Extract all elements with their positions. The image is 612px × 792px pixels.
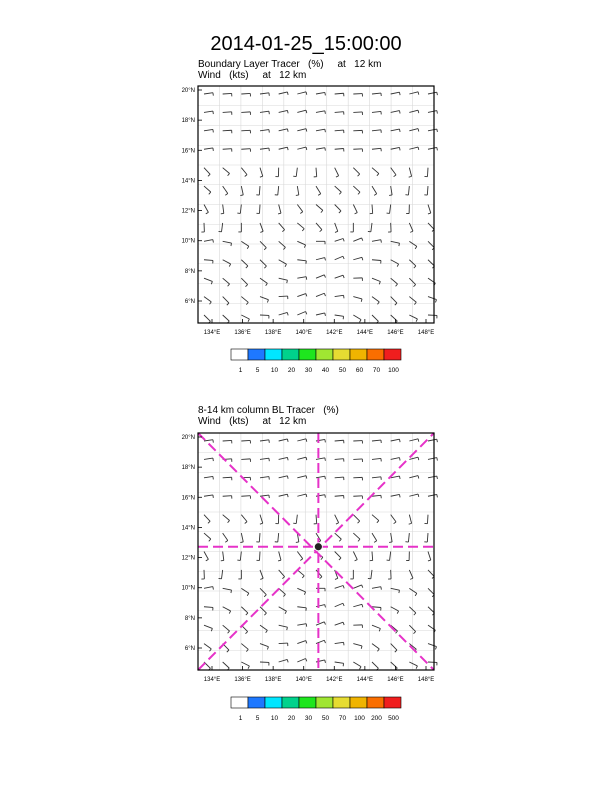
colorbar-label: 100	[388, 367, 399, 374]
y-tick-label: 6°N	[184, 299, 195, 305]
wind-barb	[409, 515, 412, 524]
wind-barb	[353, 533, 360, 541]
wind-barb	[409, 439, 418, 442]
wind-barb	[241, 588, 249, 595]
wind-barb	[428, 644, 436, 650]
wind-barb	[335, 642, 344, 645]
y-tick-label: 20°N	[181, 435, 195, 441]
wind-barb	[335, 622, 344, 625]
wind-barb	[260, 588, 266, 597]
wind-barb	[279, 439, 288, 442]
wind-barb	[335, 662, 344, 666]
wind-barb	[353, 441, 362, 444]
panel2-subtitle-wind: Wind (kts) at 12 km	[198, 416, 307, 427]
wind-barb	[353, 459, 362, 462]
wind-barb	[353, 515, 359, 523]
colorbar-label: 5	[255, 367, 260, 374]
wind-barb	[204, 476, 213, 479]
y-tick-label: 14°N	[181, 525, 195, 532]
y-tick-label: 14°N	[181, 178, 195, 185]
wind-barb	[223, 607, 231, 614]
wind-barb	[370, 552, 373, 561]
wind-barb	[409, 588, 416, 595]
wind-barb	[428, 494, 437, 497]
y-tick-label: 12°N	[181, 208, 195, 215]
wind-barb	[335, 533, 342, 541]
x-tick-label: 142°E	[326, 330, 343, 336]
wind-barb	[223, 625, 230, 633]
wind-barb	[372, 440, 381, 443]
wind-barb	[260, 477, 269, 480]
wind-barb	[353, 552, 357, 561]
y-tick-label: 12°N	[181, 555, 195, 562]
wind-barb	[204, 587, 213, 590]
wind-barb	[204, 552, 208, 561]
wind-barb	[260, 440, 269, 443]
x-tick-label: 134°E	[203, 677, 221, 683]
y-tick-label: 10°N	[181, 238, 195, 245]
wind-barb	[260, 644, 268, 650]
colorbar-label: 5	[255, 715, 260, 722]
colorbar-swatch	[367, 697, 384, 708]
wind-barb	[405, 533, 409, 542]
y-tick-label: 8°N	[184, 615, 195, 622]
wind-barb	[409, 494, 418, 497]
colorbar-label: 10	[270, 715, 279, 722]
wind-barb	[241, 515, 247, 524]
wind-barb	[279, 457, 288, 460]
wind-barb	[353, 662, 361, 669]
colorbar-label: 70	[372, 367, 381, 374]
wind-barb	[335, 440, 344, 443]
wind-barb	[428, 552, 431, 561]
wind-barb	[241, 440, 250, 443]
wind-barb	[279, 659, 288, 662]
colorbar-swatch	[282, 697, 299, 708]
wind-barb	[335, 477, 344, 480]
wind-barb	[353, 585, 362, 588]
colorbar-label: 20	[287, 715, 296, 722]
wind-barb	[428, 476, 437, 479]
wind-barb	[223, 515, 230, 523]
x-tick-label: 136°E	[234, 677, 251, 683]
wind-barb	[353, 644, 362, 649]
wind-barb	[335, 552, 341, 560]
wind-barb	[372, 533, 377, 542]
wind-barb	[353, 625, 362, 628]
colorbar-label: 50	[321, 715, 330, 722]
wind-barb	[314, 515, 317, 524]
wind-barb	[387, 552, 391, 561]
wind-barb	[204, 495, 213, 498]
wind-barb	[279, 643, 288, 646]
colorbar-swatch	[350, 697, 367, 708]
colorbar-label: 200	[371, 715, 382, 722]
panel1-subtitle-tracer: Boundary Layer Tracer (%) at 12 km	[198, 59, 382, 70]
center-marker	[314, 543, 322, 551]
colorbar-swatch	[299, 697, 316, 708]
x-tick-label: 148°E	[417, 677, 435, 683]
wind-barb	[256, 533, 260, 542]
colorbar-label: 60	[355, 367, 364, 374]
wind-barb	[372, 587, 381, 590]
x-tick-label: 140°E	[295, 677, 312, 683]
y-tick-label: 20°N	[181, 88, 195, 94]
wind-barb	[316, 458, 325, 461]
wind-barb	[389, 533, 392, 542]
colorbar-swatch	[316, 697, 333, 708]
colorbar-label: 70	[338, 715, 347, 722]
wind-barb	[279, 607, 287, 614]
wind-barb	[335, 495, 344, 498]
wind-barb	[428, 588, 434, 597]
wind-barb	[279, 588, 286, 596]
wind-barb	[428, 439, 437, 442]
panel2-subtitle-tracer: 8-14 km column BL Tracer (%)	[198, 405, 339, 416]
wind-barb	[293, 515, 297, 524]
panel1-subtitle-wind: Wind (kts) at 12 km	[198, 70, 307, 81]
colorbar-label: 30	[304, 715, 313, 722]
wind-barb	[391, 458, 400, 461]
x-tick-label: 138°E	[264, 677, 282, 683]
x-tick-label: 138°E	[264, 330, 282, 336]
x-tick-label: 140°E	[295, 330, 312, 336]
wind-barb	[297, 607, 306, 611]
x-tick-label: 144°E	[356, 330, 374, 336]
wind-barb	[204, 458, 213, 461]
wind-barb	[223, 533, 228, 542]
wind-barb	[335, 515, 339, 524]
x-tick-label: 136°E	[234, 330, 251, 336]
wind-barb	[237, 552, 241, 561]
wind-barb	[353, 477, 362, 480]
colorbar-swatch	[384, 697, 401, 708]
wind-barb	[335, 603, 344, 607]
wind-barb	[391, 494, 400, 497]
wind-barb	[391, 607, 399, 614]
wind-barb	[428, 458, 437, 461]
wind-barb	[260, 458, 269, 461]
wind-barb	[353, 496, 362, 499]
wind-barb	[278, 552, 281, 561]
colorbar-label: 30	[304, 367, 313, 374]
wind-barb	[223, 496, 232, 499]
wind-barb	[275, 533, 279, 542]
wind-barb	[428, 662, 437, 665]
x-tick-label: 146°E	[387, 677, 404, 683]
wind-barb	[204, 607, 213, 611]
colorbar-label: 500	[388, 715, 399, 722]
wind-barb	[279, 625, 288, 630]
wind-barb	[279, 494, 288, 497]
wind-barb	[241, 459, 250, 462]
wind-barb	[406, 552, 409, 561]
wind-barb	[204, 533, 211, 541]
wind-barb	[221, 552, 224, 561]
colorbar-swatch	[333, 697, 350, 708]
wind-barb	[275, 515, 278, 524]
wind-barb	[424, 533, 428, 542]
y-tick-label: 18°N	[181, 118, 195, 125]
x-tick-label: 134°E	[203, 330, 221, 336]
colorbar-label: 20	[287, 367, 296, 374]
y-tick-label: 16°N	[181, 148, 195, 155]
wind-barb	[372, 458, 381, 461]
wind-barb	[204, 515, 210, 524]
page-title: 2014-01-25_15:00:00	[210, 33, 402, 55]
colorbar-label: 100	[354, 715, 365, 722]
colorbar-label: 50	[338, 367, 347, 374]
wind-barb	[335, 459, 344, 462]
x-tick-label: 142°E	[326, 677, 343, 683]
colorbar-label: 10	[270, 367, 279, 374]
colorbar-label: 40	[321, 367, 330, 374]
wind-barb	[409, 476, 418, 479]
wind-barb	[391, 515, 396, 524]
wind-barb	[223, 588, 232, 593]
y-tick-label: 16°N	[181, 495, 195, 502]
wind-barb	[260, 625, 267, 633]
colorbar-swatch	[265, 697, 282, 708]
y-tick-label: 18°N	[181, 465, 195, 472]
x-tick-label: 144°E	[356, 677, 374, 683]
colorbar-label: 1	[238, 715, 243, 722]
wind-barb	[223, 662, 230, 670]
wind-barb	[223, 440, 232, 443]
wind-barb	[424, 515, 428, 524]
wind-barb	[223, 477, 232, 480]
wind-barb	[391, 439, 400, 442]
wind-barb	[241, 496, 250, 499]
wind-barb	[372, 515, 379, 523]
y-tick-label: 10°N	[181, 585, 195, 592]
colorbar-swatch	[248, 697, 265, 708]
wind-barb	[256, 552, 260, 561]
y-tick-label: 8°N	[184, 268, 195, 275]
wind-barb	[391, 662, 398, 670]
x-tick-label: 146°E	[387, 330, 404, 336]
wind-barb	[297, 588, 305, 594]
wind-barb	[353, 604, 362, 607]
wind-barb	[260, 662, 269, 665]
wind-barb	[335, 586, 344, 589]
wind-barb	[279, 476, 288, 479]
wind-barb	[372, 495, 381, 498]
wind-barb	[204, 440, 213, 443]
wind-barb	[297, 552, 302, 561]
colorbar-swatch	[231, 697, 248, 708]
wind-barb	[409, 662, 417, 669]
wind-barb	[372, 662, 378, 670]
x-tick-label: 148°E	[417, 330, 435, 336]
colorbar-label: 1	[238, 367, 243, 374]
wind-barb	[372, 477, 381, 480]
wind-barb	[391, 644, 397, 653]
y-tick-label: 6°N	[184, 646, 195, 652]
